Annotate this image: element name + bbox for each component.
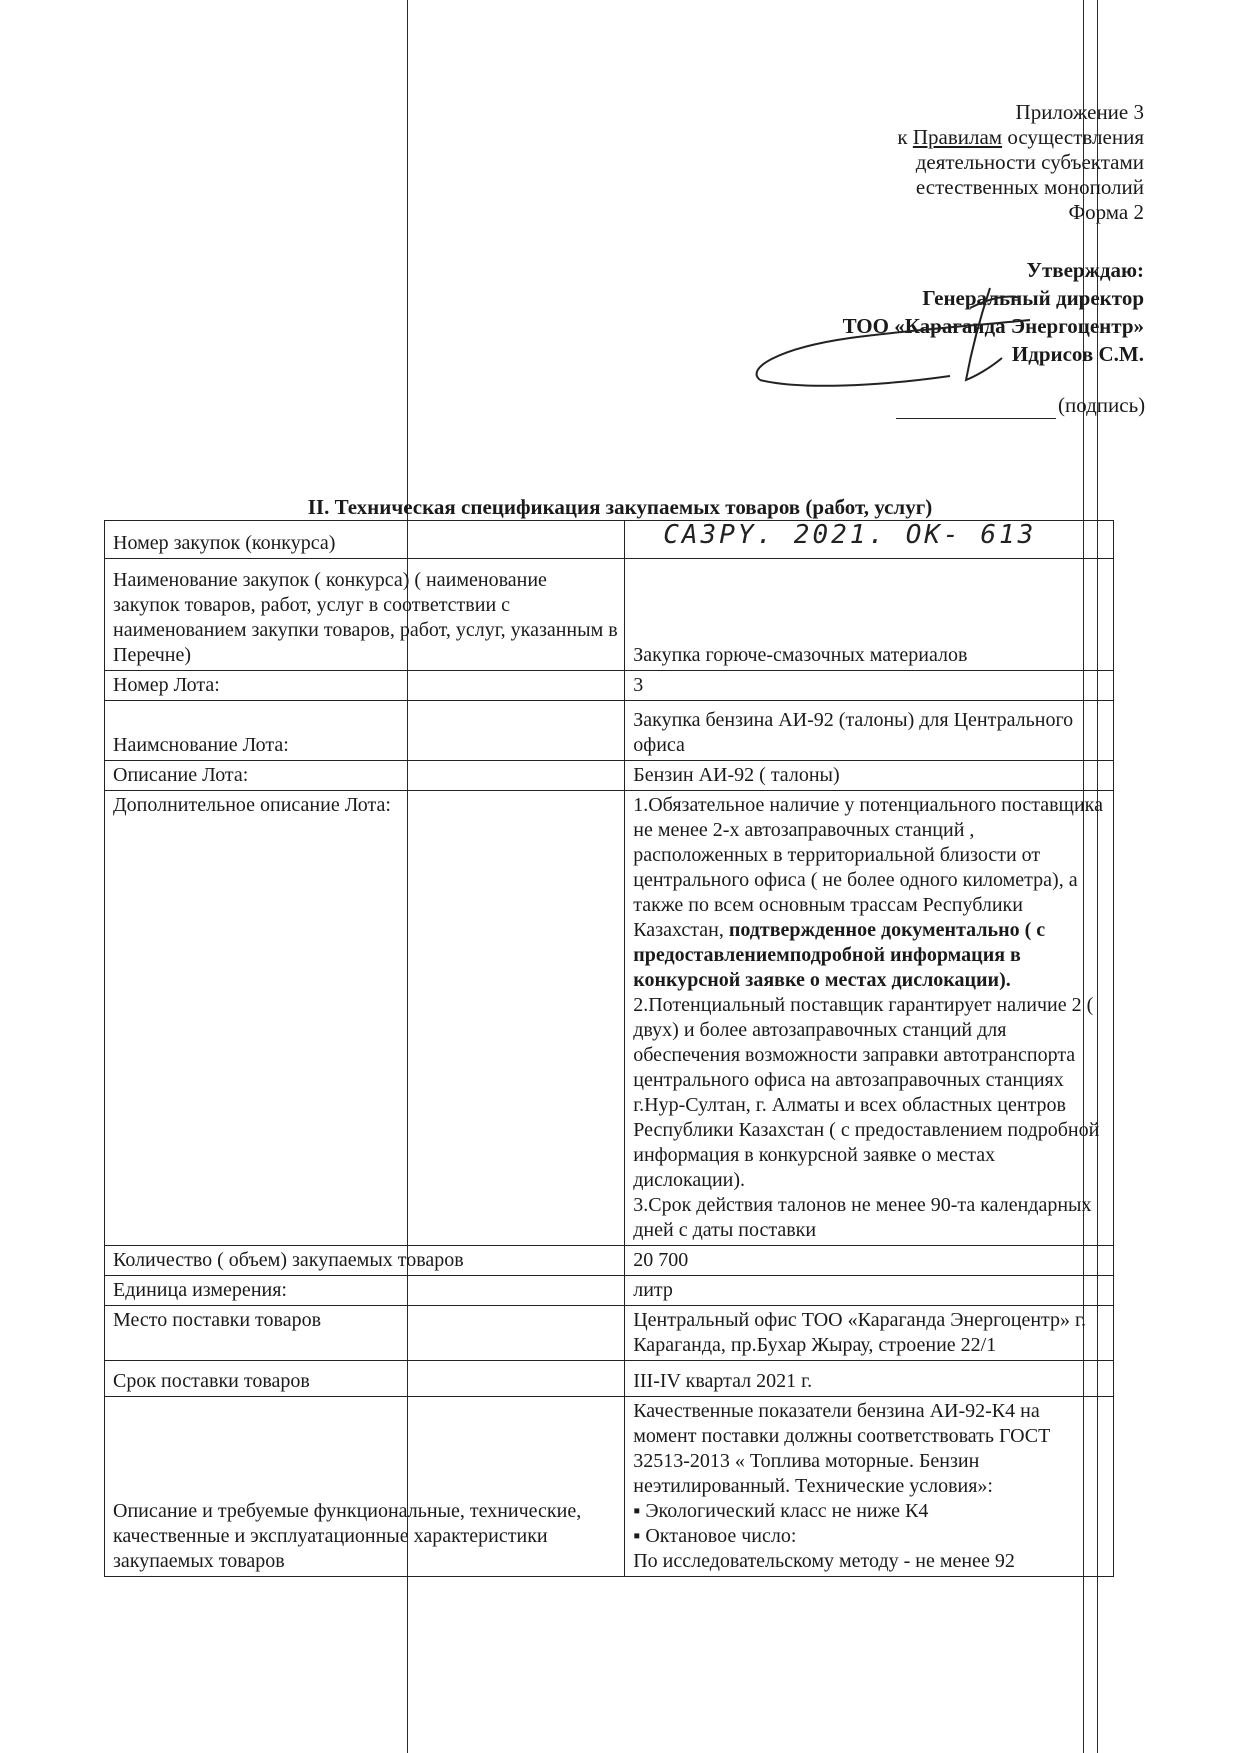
approval-line-4: Идрисов С.М. xyxy=(1011,342,1144,366)
row-value: Закупка горюче-смазочных материалов xyxy=(625,559,1114,671)
table-row xyxy=(105,1397,1114,1577)
quality-bullet-1: ▪ Экологический класс не ниже К4 xyxy=(633,1499,1107,1524)
table-row xyxy=(105,701,1114,761)
row-label: Номер закупок (конкурса) xyxy=(105,521,625,559)
row-label: Наименование закупок ( конкурса) ( наименование закупок товаров, работ, услуг в соответствии с наименованием закупки товаров, работ, услуг, указанным в Перечне) xyxy=(105,559,625,671)
approval-line-2: Генеральный директор xyxy=(922,286,1144,310)
additional-description xyxy=(625,791,1114,1246)
header-line-4: естественных монополий xyxy=(915,175,1144,199)
table-row xyxy=(105,1246,1114,1276)
approval-line-3: ТОО «Караганда Энергоцентр» xyxy=(842,314,1144,338)
table-row xyxy=(105,1306,1114,1361)
row-label: Срок поставки товаров xyxy=(105,1361,625,1397)
row-label: Дополнительное описание Лота: xyxy=(105,791,625,1246)
signature-label: (подпись) xyxy=(1058,393,1146,417)
handwritten-signature xyxy=(740,268,1060,408)
row-label: Описание и требуемые функциональные, технические, качественные и эксплуатационные характеристики закупаемых товаров xyxy=(105,1397,625,1577)
procurement-number-value: CA3PY. 2021. OK- 613 xyxy=(663,520,1037,550)
req-1-text: 1.Обязательное наличие у потенциального поставщика не менее 2-х автозаправочных станций , расположенных в территориальной близости от центрального офиса ( не более одного километра), а также по всем основным трассам Республики Казахстан, xyxy=(633,794,1103,941)
table-row xyxy=(105,1276,1114,1306)
req-1-bold: подтвержденное документально ( с предоставлениемподробной информация в конкурсной заявке о местах дислокации). xyxy=(633,919,1046,991)
signature-line xyxy=(896,418,1056,419)
table-row xyxy=(105,559,1114,671)
handwritten-procurement-number xyxy=(625,521,1114,559)
row-value: Закупка бензина АИ-92 (талоны) для Центрального офиса xyxy=(625,701,1114,761)
quality-intro: Качественные показатели бензина АИ-92-К4 на момент поставки должны соответствовать ГОСТ 32513-2013 « Топлива моторные. Бензин неэтилированный. Технические условия»: xyxy=(633,1400,1051,1497)
row-label: Номер Лота: xyxy=(105,671,625,701)
approval-line-1: Утверждаю: xyxy=(1026,258,1144,282)
table-row xyxy=(105,671,1114,701)
row-label: Описание Лота: xyxy=(105,761,625,791)
table-row xyxy=(105,791,1114,1246)
quality-description xyxy=(625,1397,1114,1577)
quality-line-4: По исследовательскому методу - не менее 92 xyxy=(633,1550,1015,1572)
header-line-2: к Правилам осуществления xyxy=(897,125,1144,149)
table-row xyxy=(105,761,1114,791)
header-line-5: Форма 2 xyxy=(1068,200,1144,224)
row-label: Количество ( объем) закупаемых товаров xyxy=(105,1246,625,1276)
row-value: 20 700 xyxy=(625,1246,1114,1276)
header-line-1: Приложение 3 xyxy=(1015,100,1144,124)
row-value: Центральный офис ТОО «Караганда Энергоцентр» г. Караганда, пр.Бухар Жырау, строение 22/1 xyxy=(625,1306,1114,1361)
header-line-3: деятельности субъектами xyxy=(915,150,1144,174)
table-row xyxy=(105,521,1114,559)
row-value: III-IV квартал 2021 г. xyxy=(625,1361,1114,1397)
table-row xyxy=(105,1361,1114,1397)
section-title: II. Техническая спецификация закупаемых товаров (работ, услуг) xyxy=(307,495,933,519)
row-label: Единица измерения: xyxy=(105,1276,625,1306)
rules-link: Правилам xyxy=(912,125,1003,149)
quality-bullet-2: ▪ Октановое число: xyxy=(633,1524,1107,1549)
row-value: 3 xyxy=(625,671,1114,701)
row-label: Наимснование Лота: xyxy=(105,701,625,761)
req-3-text: 3.Срок действия талонов не менее 90-та календарных дней с даты поставки xyxy=(633,1194,1092,1241)
req-2-text: 2.Потенциальный поставщик гарантирует наличие 2 ( двух) и более автозаправочных станций для обеспечения возможности заправки автотранспорта центрального офиса на автозаправочных станциях г.Нур-Султан, г. Алматы и всех областных центров Республики Казахстан ( с предоставлением подробной информация в конкурсной заявке о местах дислокации). xyxy=(633,994,1100,1191)
row-value: Бензин АИ-92 ( талоны) xyxy=(625,761,1114,791)
row-value: литр xyxy=(625,1276,1114,1306)
row-label: Место поставки товаров xyxy=(105,1306,625,1361)
spec-table xyxy=(104,520,1114,1577)
appendix-header xyxy=(897,100,1144,225)
